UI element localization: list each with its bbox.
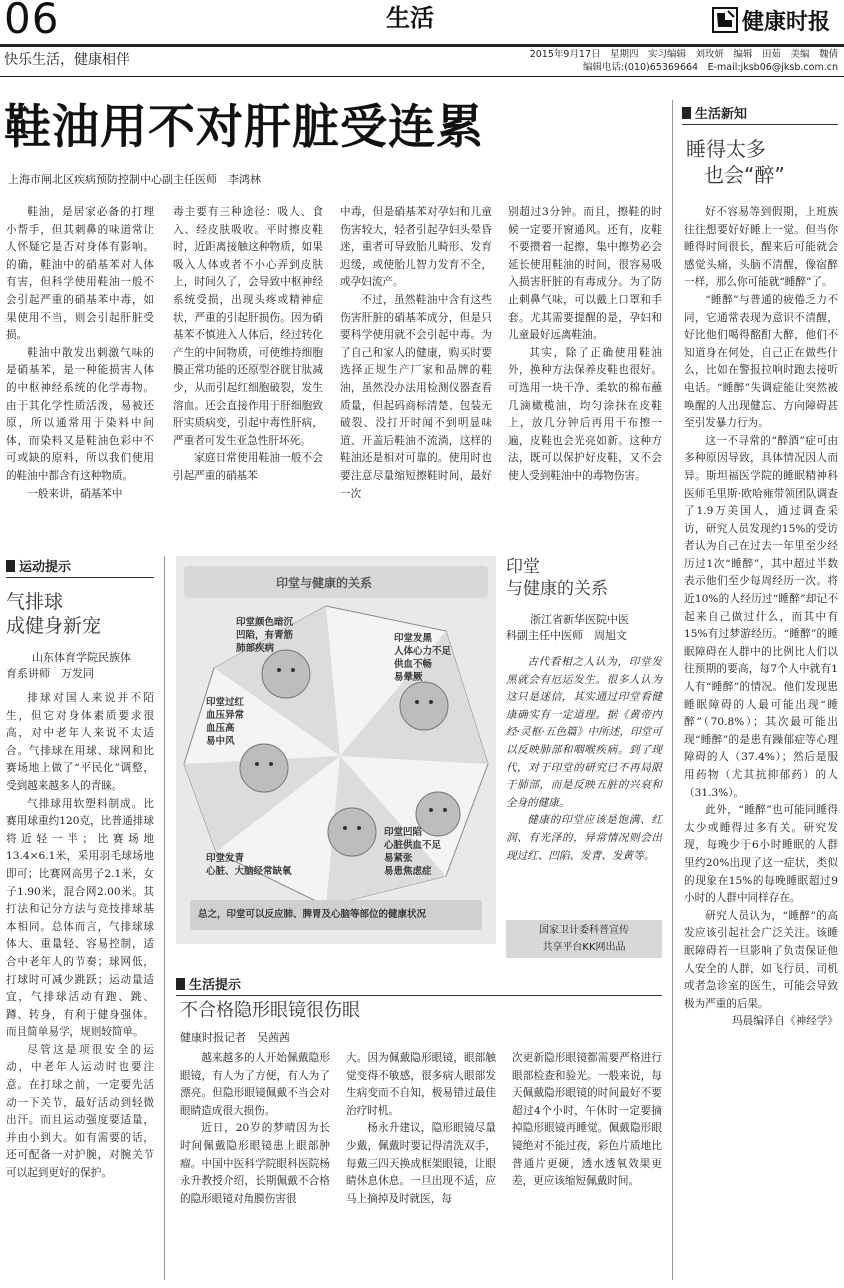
infographic-title: 印堂与健康的关系 (276, 576, 373, 590)
masthead-emblem-icon (712, 7, 738, 33)
yintang-title-line1: 印堂 (506, 557, 540, 577)
slogan: 快乐生活，健康相伴 (4, 52, 130, 68)
section-marker-icon (176, 978, 185, 990)
sleep-title-line2: 也会“醉” (704, 163, 785, 187)
paragraph: 不过，虽然鞋油中含有这些伤害肝脏的硝基苯成分，但是只要科学使用就不会引起中毒。为了自己和家人的健康，购买时要选择正规生产厂家和品牌的鞋油，虽然没办法用检测仪器查看质量，但起码商标清楚、包装无破裂、没打开时闻不到明显味道、开盖后鞋油不流淌，这样的鞋油还是相对可靠的。使用时也要注意尽量缩短擦鞋时间，最好一次 (340, 293, 492, 500)
masthead-title: 健康时报 (742, 8, 831, 35)
section-tag-label: 生活新知 (695, 107, 748, 122)
main-column-1 (6, 204, 154, 503)
paragraph: 排球对国人来说并不陌生，但它对身体素质要求很高，对中老年人来说不太适合。气排球在用球、球网和比赛场地上做了“平民化”调整，受到越来越多人的青睐。 (6, 692, 154, 792)
paragraph: 鞋油，是居家必备的打理小帮手，但其刺鼻的味道常让人怀疑它是否对身体有影响。的确，鞋油中的硝基苯对人体有害，但科学使用鞋油一般不会引起严重的硝基苯中毒，如果使用不当，则会引起肝脏受损。 (6, 206, 154, 342)
infographic-caption: 印堂颜色暗沉 凹陷，有青筋 肺部疾病 (236, 617, 294, 654)
yintang-source-box (506, 920, 662, 958)
section-tag-label: 生活提示 (189, 978, 242, 993)
glasses-column-2 (346, 1050, 496, 1208)
paragraph: 气排球用软塑料制成。比赛用球重约120克，比普通排球将近轻一半；比赛场地13.4×6.1米，采用羽毛球场地即可；比赛网高男子2.1米，女子1.90米，混合网2.00米。其打法和记分方法与竞技排球基本相同。总体而言，气排球球体大、重量轻、容易控制，适合中老年人的节奏；球网低，打球时可减少跳跃；运动量适宜，气排球活动有跑、跳、蹲、转身，有利于健身强体。而且简单易学，规则较简单。 (6, 797, 154, 1039)
yintang-body (506, 654, 662, 865)
paragraph: 好不容易等到假期，上班族往往想要好好睡上一觉。但当你睡得时间很长，醒来后可能就会感觉头痛，头脑不清醒，像宿醉一样，那么你可能就“睡醉”了。 (684, 206, 838, 289)
section-marker-icon (6, 560, 15, 572)
header-rule (0, 44, 844, 47)
paragraph: 毒主要有三种途径：吸人、食入、经皮肤吸收。平时擦皮鞋时，近距离接触这种物质，如果吸入人体或者不小心弄到皮肤上，时间久了，会导致中枢神经系统受损，出现头疼或精神症状，严重的引起肝损伤。因为硝基苯不慎进入人体后，经过转化产生的中间物质，可使维持细胞膜正常功能的还原型谷胱甘肽减少，从而引起红细胞破裂，发生溶血。还会直接作用于肝细胞致肝实质病变，引起中毒性肝病，严重者可发生亚急性肝坏死。 (173, 206, 323, 447)
infographic-caption: 印堂发黑 人体心力不足 供血不畅 易晕厥 (394, 633, 452, 683)
sport-body (6, 690, 154, 1183)
sport-title-line1: 气排球 (6, 591, 64, 613)
paragraph: 大。因为佩戴隐形眼镜，眼部触觉变得不敏感，很多病人眼部发生病变而不自知，极易错过最佳治疗时机。 (346, 1052, 496, 1117)
yintang-byline-line1: 浙江省新华医院中医 (530, 613, 629, 626)
infographic-caption: 印堂发青 心脏、大脑经常缺氧 (206, 853, 292, 877)
page-number: 06 (4, 0, 60, 43)
glasses-column-3 (512, 1050, 662, 1191)
masthead-logo (712, 4, 840, 36)
paragraph: 家庭日常使用鞋油一般不会引起严重的硝基苯 (173, 452, 323, 482)
paragraph: 一般来讲，硝基苯中 (27, 487, 123, 500)
main-byline: 上海市闸北区疾病预防控制中心副主任医师 李鸿林 (8, 173, 261, 186)
main-column-2 (173, 204, 323, 486)
paragraph: 越来越多的人开始佩戴隐形眼镜，有人为了方便，有人为了漂亮。但隐形眼镜佩戴不当会对眼睛造成很大损伤。 (180, 1052, 330, 1117)
sport-title-line2: 成健身新宠 (6, 615, 102, 637)
yintang-byline-line2: 科副主任中医师 周旭文 (506, 629, 627, 642)
yintang-infographic (176, 556, 496, 944)
paragraph: 别超过3分钟。而且，擦鞋的时候一定要开窗通风。还有，皮鞋不要攒着一起擦，集中擦势必会延长使用鞋油的时间，很容易吸入损害肝脏的有毒成分。为了防止刺鼻气味，可以戴上口罩和手套。尤其需要提醒的是，孕妇和儿童最好远离鞋油。 (508, 206, 662, 342)
paragraph: 近日，20岁的梦晴因为长时间佩戴隐形眼镜患上眼部肿瘤。中国中医科学院眼科医院杨永升教授介绍，长期佩戴不合格的隐形眼镜对角膜伤害很 (180, 1122, 330, 1205)
glasses-column-1 (180, 1050, 330, 1208)
sport-byline-line2: 育系讲师 万发同 (6, 667, 94, 680)
source-line: 共享平台KK网出品 (542, 942, 626, 953)
glasses-byline: 健康时报记者 吴茜茜 (180, 1031, 290, 1044)
section-tag-label: 运动提示 (19, 560, 72, 575)
contact-info: 编辑电话:(010)65369664 E-mail:jksb06@jksb.com.cn (583, 62, 838, 73)
header-rule-2 (0, 76, 844, 77)
section-marker-icon (682, 107, 691, 119)
paragraph: 尽管这是项很安全的运动，中老年人运动时也要注意。在打球之前，一定要先活动一下关节，最好活动到轻微出汗。而且运动强度要适量，并由小到大。如有需要的话，还可配备一对护腕，对腕关节可以起到更好的保护。 (6, 1043, 154, 1180)
paragraph: 这一不寻常的“醉酒”症可由多种原因导致，具体情况因人而异。斯坦福医学院的睡眠精神科医师毛里斯·欧哈雍带领团队调查了1.9万美国人，通过调查采访，研究人员发现约15%的受访者认为自己在过去一年里至少经历过1次“睡醉”，其中超过半数表示他们至少每周经历一次。将近10%的人经历过“睡醉”却记不起来自己做过什么，而其中有15%有过梦游经历。“睡醉”的睡眠障碍在人群中的比例比人们以往预期的要高，每7个人中就有1人有“睡醉”的情况。他们发现患睡眠障碍的人最可能出现“睡醉”（70.8%）；其次最可能出现“睡醉”的是患有躁郁症等心理障碍的人（37.4%）；然后是服用药物（尤其抗抑郁药）的人（31.3%）。 (684, 434, 838, 799)
issue-info: 2015年9月17日 星期四 实习编辑 刘玫妍 编辑 田茹 美编 魏倩 (529, 49, 838, 60)
paragraph: 中毒，但是硝基苯对孕妇和儿童伤害较大，轻者引起孕妇头晕昏迷，重者可导致胎儿畸形、发育迟缓，或使胎儿智力发育不全，或孕妇流产。 (340, 206, 492, 289)
section-tag-sport (6, 556, 154, 578)
section-title: 生活 (386, 3, 434, 32)
yintang-title-line2: 与健康的关系 (506, 579, 608, 599)
main-column-4 (508, 204, 662, 486)
infographic-caption: 印堂凹陷 心脏供血不足 易紧张 易患焦虑症 (384, 827, 442, 877)
main-column-3 (340, 204, 492, 503)
paragraph: “睡醉”与普通的疲倦乏力不同，它通常表现为意识不清醒，好比他们喝得酩酊大醉，他们不知道身在何处，自己正在做些什么，比如在警报拉响时跑去接听电话。“睡醉”失调症能让突然被唤醒的人出现健忘、方向障碍甚至引发暴力行为。 (684, 293, 838, 430)
paragraph: 杨永升建议，隐形眼镜尽量少戴，佩戴时要记得清洗双手，每戴三四天换成框架眼镜，让眼睛休息休息。一旦出现不适，应马上摘掉及时就医，每 (346, 1122, 496, 1205)
paragraph: 古代看相之人认为，印堂发黑就会有厄运发生。很多人认为这只是迷信，其实通过印堂看健康确实有一定道理。据《黄帝内经·灵枢·五色篇》中所述，印堂可以反映肺部和咽喉疾病。到了现代，对于印堂的研究已不再局限于肺部，而是反映五脏的兴衰和全身的健康。 (506, 656, 662, 809)
infographic-summary: 总之，印堂可以反应肺、脾胃及心脑等部位的健康状况 (198, 909, 427, 920)
sport-byline-line1: 山东体育学院民族体 (32, 651, 131, 664)
column-divider (164, 556, 165, 1280)
source-line: 国家卫计委科普宣传 (539, 925, 629, 936)
sleep-body (684, 204, 838, 1031)
paragraph: 此外，“睡醉”也可能同睡得太少或睡得过多有关。研究发现，每晚少于6小时睡眠的人群里约20%出现了这一症状，类似的现象在15%的每晚睡眠超过9小时的人群中同样存在。 (684, 804, 838, 905)
main-headline: 鞋油用不对肝脏受连累 (4, 100, 484, 155)
paragraph: 研究人员认为，“睡醉”的高发应该引起社会广泛关注。该睡眠障碍若一旦影响了负责保证他人安全的人群，如飞行员、司机或者急诊室的医生，可能会导致极为严重的后果。 (684, 909, 838, 1010)
credit: 玛晨编译自《神经学》 (732, 1015, 838, 1028)
section-tag-glasses (176, 974, 662, 996)
infographic-diagram (176, 556, 496, 944)
paragraph: 鞋油中散发出刺激气味的是硝基苯，是一种能损害人体的中枢神经系统的化学毒物。由于其化学性质活泼，易被还原，所以通常用于染料中间体，而染料又是鞋油色彩中不可或缺的原料，所以我们使用的鞋油中都含有这种物质。 (6, 346, 154, 482)
sleep-title-line1: 睡得太多 (686, 137, 766, 161)
infographic-caption: 印堂过红 血压异常 血压高 易中风 (206, 697, 245, 747)
paragraph: 健康的印堂应该是饱满、红润、有光泽的，异常情况则会出现过红、凹陷、发青、发黄等。 (506, 814, 662, 862)
glasses-title: 不合格隐形眼镜很伤眼 (180, 1000, 360, 1021)
paragraph: 次更新隐形眼镜都需要严格进行眼部检查和验光。一般来说，每天佩戴隐形眼镜的时间最好不要超过4个小时，午休时一定要摘掉隐形眼镜再睡觉。佩戴隐形眼镜绝对不能过夜，彩色片质地比普通片更硬，透水透氧效果更差，更应该缩短佩戴时间。 (512, 1052, 662, 1188)
section-tag-sleep (682, 103, 838, 125)
column-divider (672, 100, 673, 1280)
paragraph: 其实，除了正确使用鞋油外，换种方法保养皮鞋也很好。可选用一块干净、柔软的棉布蘸几滴橄榄油，均匀涂抹在皮鞋上，放几分钟后再用干布擦一遍，皮鞋也会光亮如新。这种方法，既可以保护好皮鞋，又不会使人受到鞋油中的毒物伤害。 (508, 346, 662, 482)
